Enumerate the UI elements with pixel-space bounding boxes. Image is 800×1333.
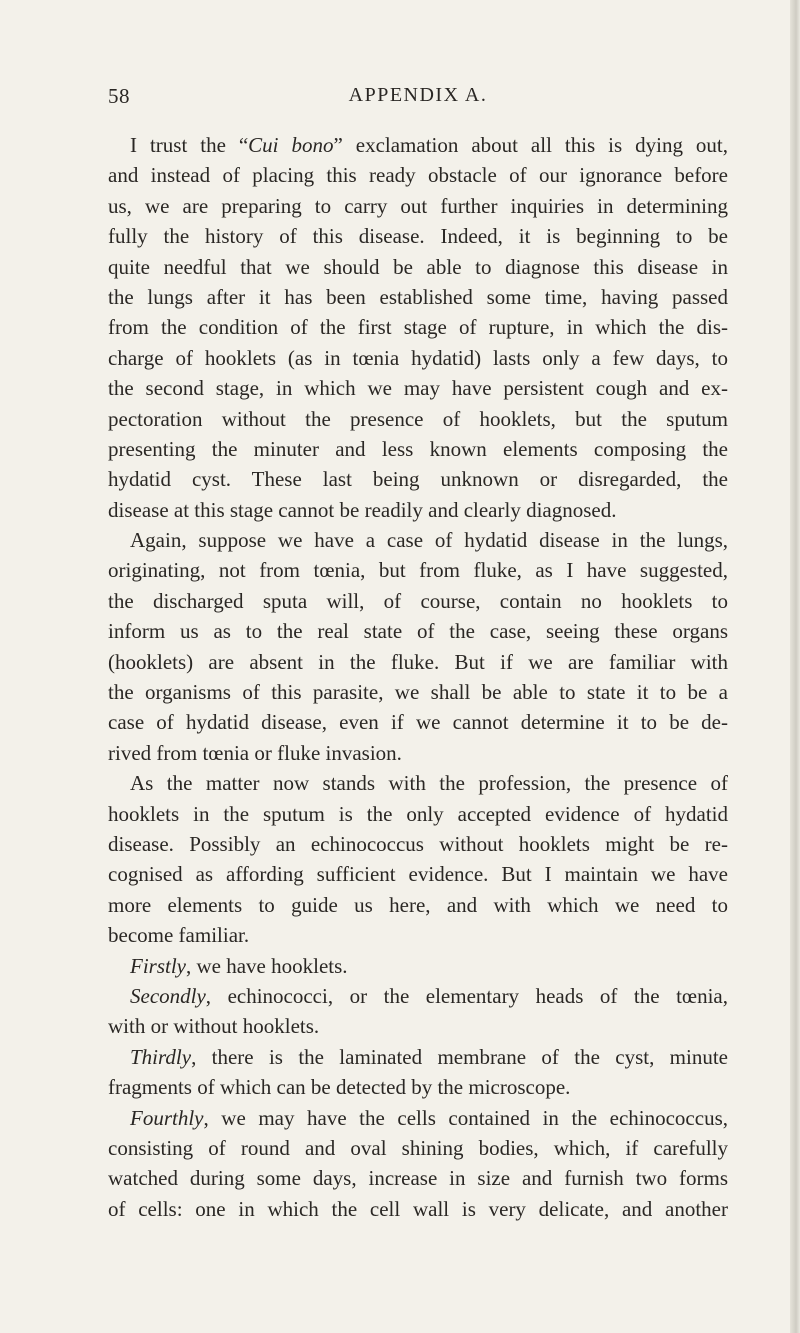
text-line <box>108 252 728 282</box>
text-line <box>108 160 728 190</box>
text-line <box>108 1042 728 1072</box>
italic-text: Fourthly <box>130 1105 204 1130</box>
text-segment: the lungs after it has been established some time, having passed <box>108 284 728 309</box>
text-segment: and instead of placing this ready obstacle of our ignorance before <box>108 163 728 188</box>
text-line <box>108 1194 728 1224</box>
text-segment: I trust the “ <box>130 133 249 157</box>
text-line <box>108 1072 728 1102</box>
text-line <box>108 1103 728 1133</box>
text-line <box>108 525 728 555</box>
text-segment: become familiar. <box>108 923 250 948</box>
text-segment: consisting of round and oval shining bodies, which, if carefully <box>108 1135 728 1160</box>
text-line <box>108 434 728 464</box>
text-segment: of cells: one in which the cell wall is very delicate, and another <box>108 1196 728 1221</box>
text-line <box>108 890 728 920</box>
text-line <box>108 191 728 221</box>
text-line <box>108 312 728 342</box>
text-segment: fully the history of this disease. Indeed, it is beginning to be <box>108 224 728 249</box>
text-line <box>108 1133 728 1163</box>
text-segment: hydatid cyst. These last being unknown or disregarded, the <box>108 467 728 492</box>
text-line <box>108 859 728 889</box>
text-line <box>108 555 728 585</box>
text-line <box>108 1011 728 1041</box>
text-segment: hooklets in the sputum is the only accepted evidence of hydatid <box>108 801 728 826</box>
page-edge <box>790 0 800 1333</box>
text-segment: charge of hooklets (as in tœnia hydatid) lasts only a few days, to <box>108 345 728 370</box>
text-segment: , echinococci, or the elementary heads of the tœnia, <box>205 983 728 1008</box>
text-segment: more elements to guide us here, and with which we need to <box>108 892 728 917</box>
text-line <box>108 981 728 1011</box>
text-segment: pectoration without the presence of hooklets, but the sputum <box>108 406 728 431</box>
text-segment: quite needful that we should be able to diagnose this disease in <box>108 254 728 279</box>
text-segment: originating, not from tœnia, but from fluke, as I have suggested, <box>108 558 728 583</box>
text-line <box>108 282 728 312</box>
text-segment: , we may have the cells contained in the echinococcus, <box>203 1105 728 1130</box>
text-segment: the discharged sputa will, of course, contain no hooklets to <box>108 588 728 613</box>
text-line <box>108 586 728 616</box>
text-segment: disease. Possibly an echinococcus without hooklets might be re- <box>108 831 728 856</box>
text-line <box>108 920 728 950</box>
text-segment: ” exclamation about all this is dying out, <box>333 133 728 157</box>
text-line <box>108 647 728 677</box>
text-line <box>108 738 728 768</box>
text-segment: rived from tœnia or fluke invasion. <box>108 740 402 765</box>
text-line <box>108 404 728 434</box>
text-segment: As the matter now stands with the profession, the presence of <box>130 771 728 796</box>
text-segment: us, we are preparing to carry out further inquiries in determining <box>108 193 728 218</box>
text-segment: presenting the minuter and less known elements composing the <box>108 436 728 461</box>
italic-text: Cui bono <box>248 133 334 157</box>
text-segment: disease at this stage cannot be readily and clearly diagnosed. <box>108 497 617 522</box>
running-head: APPENDIX A. <box>348 84 488 106</box>
text-segment: cognised as affording sufficient evidence. But I maintain we have <box>108 862 728 887</box>
text-segment: watched during some days, increase in size and furnish two forms <box>108 1166 728 1191</box>
italic-text: Thirdly <box>130 1044 192 1069</box>
text-segment: , there is the laminated membrane of the cyst, minute <box>191 1044 728 1069</box>
text-line <box>108 221 728 251</box>
page-header <box>108 84 728 114</box>
text-line <box>108 130 728 160</box>
text-line <box>108 707 728 737</box>
text-line <box>108 1163 728 1193</box>
text-line <box>108 373 728 403</box>
text-line <box>108 829 728 859</box>
text-line <box>108 616 728 646</box>
text-line <box>108 495 728 525</box>
text-line <box>108 464 728 494</box>
text-line <box>108 799 728 829</box>
text-line <box>108 768 728 798</box>
italic-text: Secondly <box>130 983 206 1008</box>
text-segment: the organisms of this parasite, we shall be able to state it to be a <box>108 680 728 705</box>
italic-text: Firstly <box>130 953 186 978</box>
text-line <box>108 951 728 981</box>
text-segment: from the condition of the first stage of rupture, in which the dis- <box>108 315 728 340</box>
body-text <box>108 130 728 1224</box>
text-segment: the second stage, in which we may have persistent cough and ex- <box>108 376 728 401</box>
text-segment: fragments of which can be detected by the microscope. <box>108 1075 571 1100</box>
text-line <box>108 677 728 707</box>
text-line <box>108 343 728 373</box>
text-segment: case of hydatid disease, even if we cannot determine it to be de- <box>108 710 728 735</box>
text-segment: inform us as to the real state of the case, seeing these organs <box>108 619 728 644</box>
page-number: 58 <box>108 84 130 108</box>
text-segment: with or without hooklets. <box>108 1014 320 1039</box>
text-segment: Again, suppose we have a case of hydatid disease in the lungs, <box>130 528 728 553</box>
text-segment: (hooklets) are absent in the fluke. But if we are familiar with <box>108 649 728 674</box>
text-segment: , we have hooklets. <box>186 953 348 978</box>
